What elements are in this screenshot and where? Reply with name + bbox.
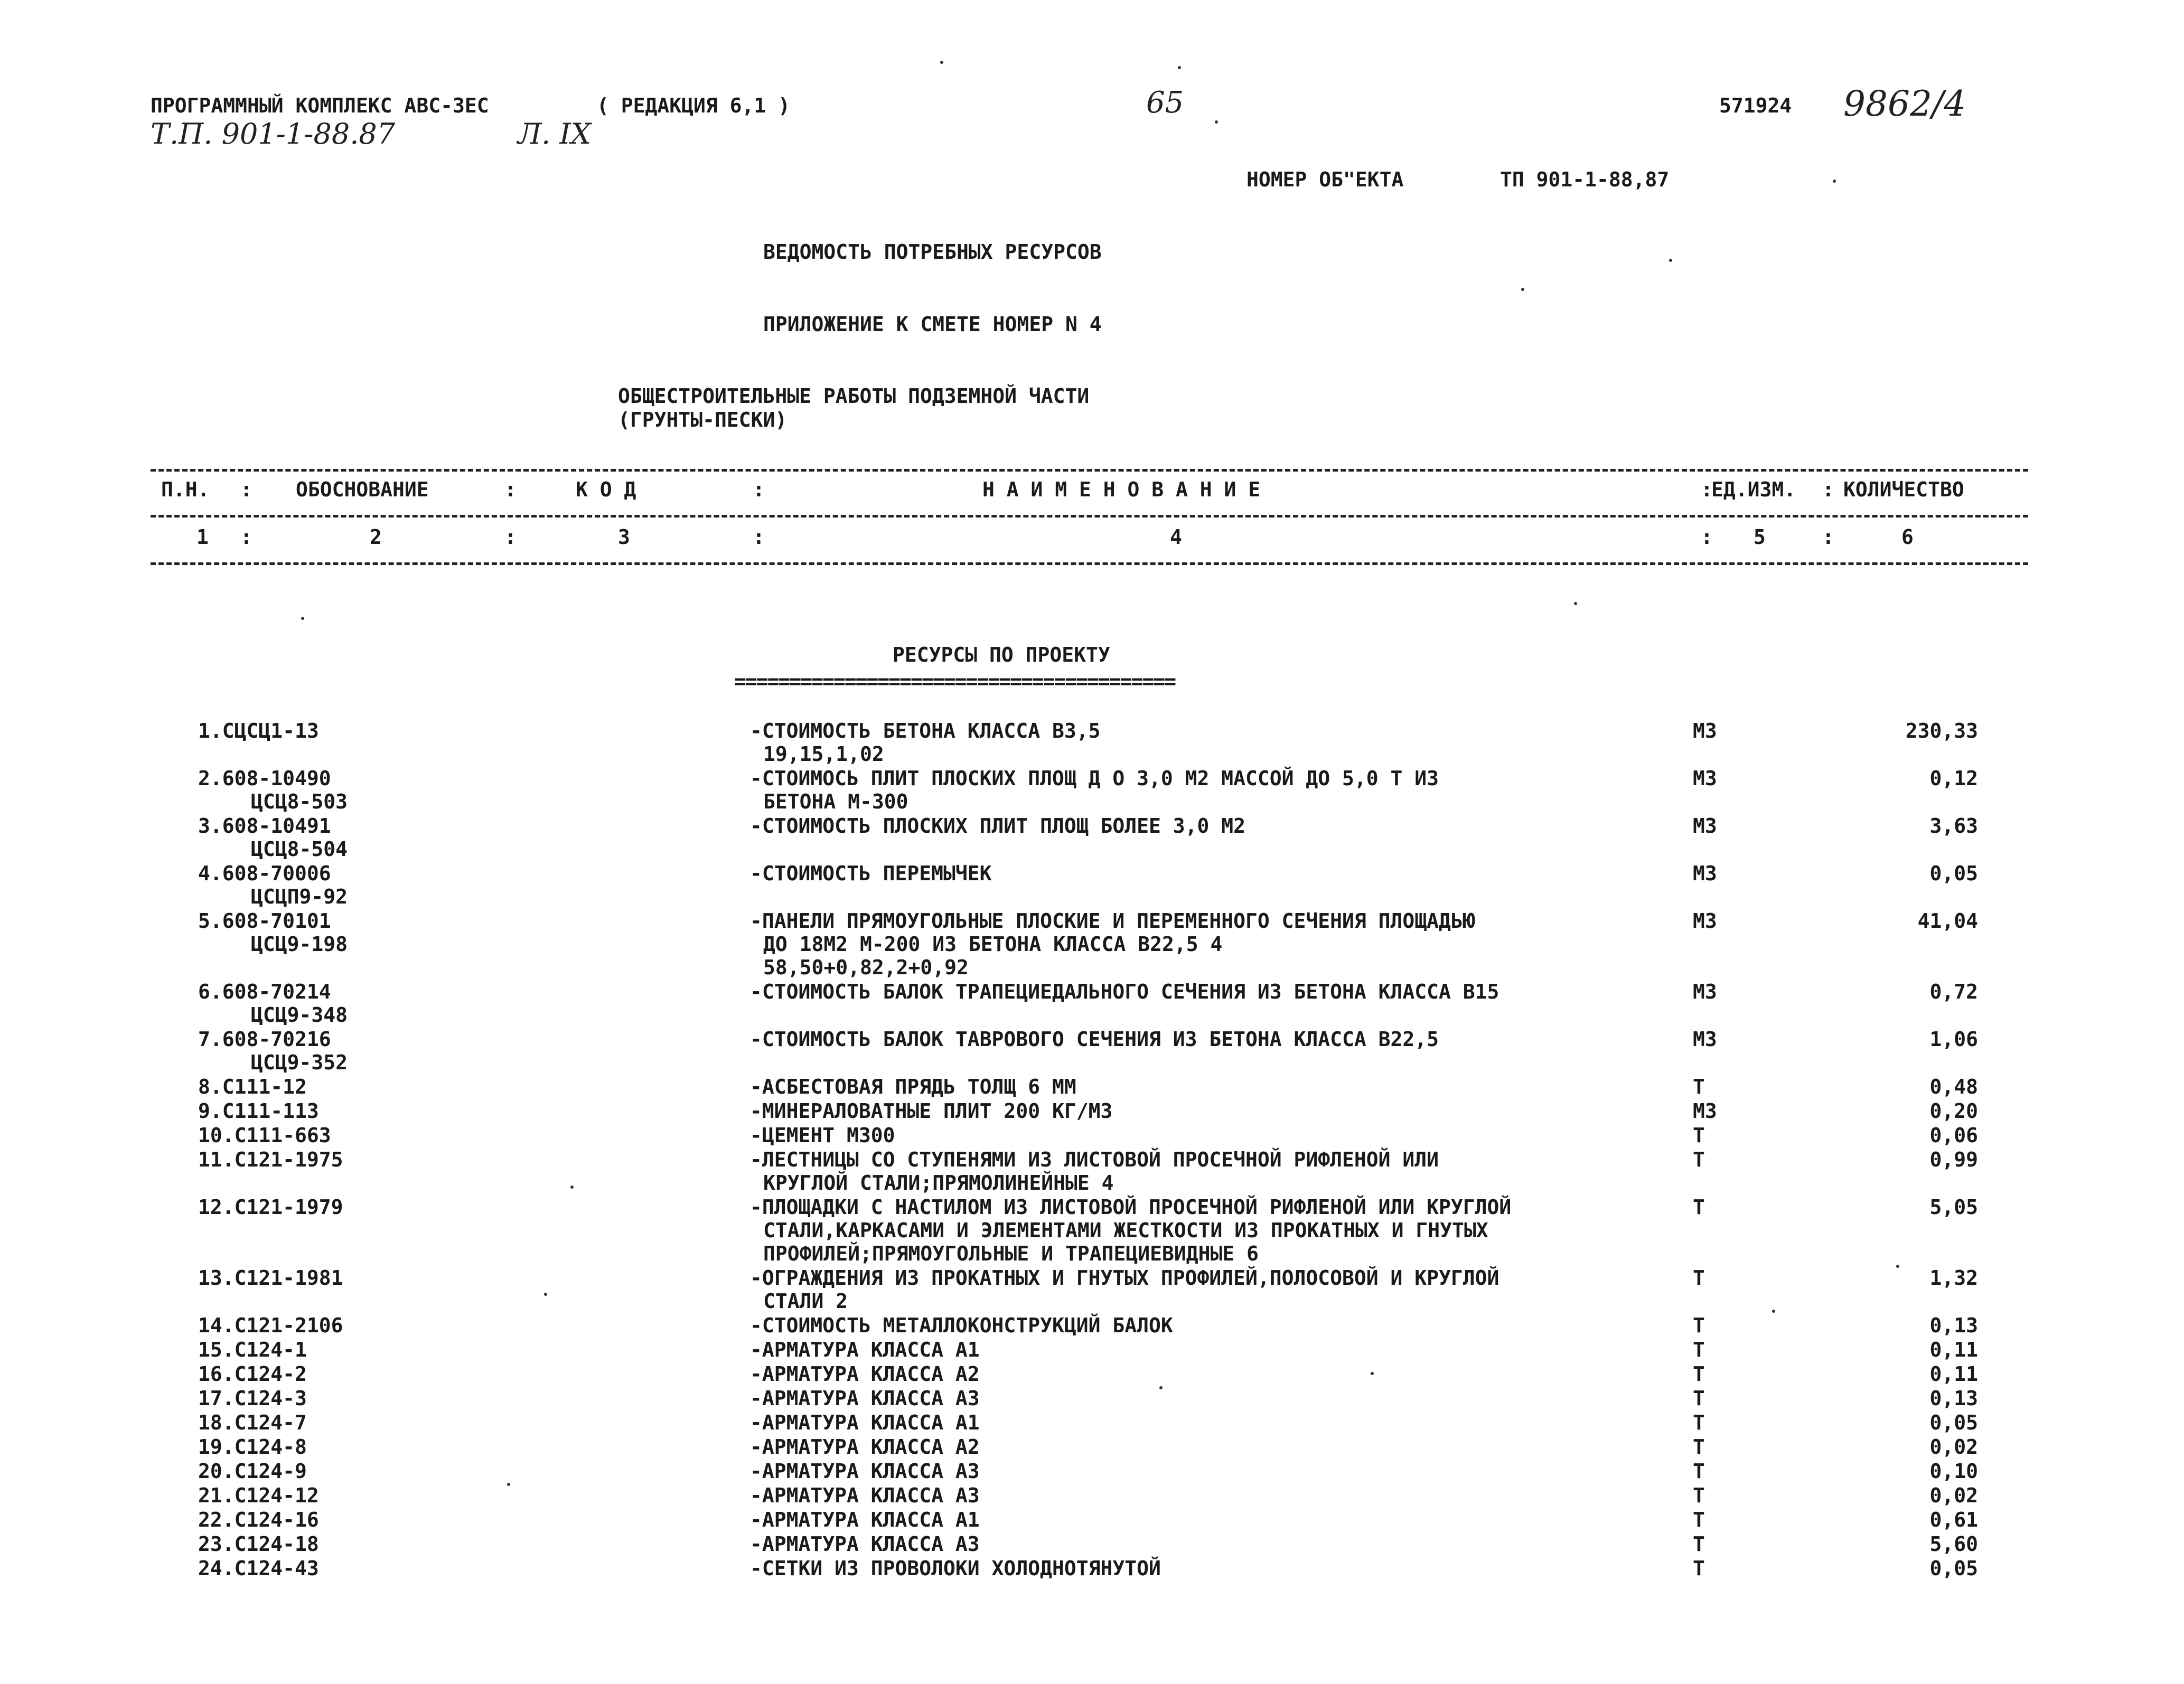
- row-code: [198, 862, 348, 908]
- row-name-line: КРУГЛОЙ СТАЛИ;ПРЯМОЛИНЕЙНЫЕ 4: [763, 1171, 1114, 1194]
- row-name-line: -СТОИМОСЬ ПЛИТ ПЛОСКИХ ПЛОЩ Д О 3,0 М2 МАССОЙ ДО 5,0 Т ИЗ: [750, 767, 1439, 790]
- row-unit: М3: [1693, 909, 1717, 933]
- row-code-main: 18.С124-7: [198, 1411, 307, 1434]
- scan-speck: [1772, 1310, 1775, 1313]
- row-code-main: 16.С124-2: [198, 1362, 307, 1386]
- row-unit: Т: [1693, 1460, 1705, 1483]
- row-code-main: 22.С124-16: [198, 1508, 319, 1531]
- row-name: [750, 1411, 1701, 1434]
- row-name-line: -АСБЕСТОВАЯ ПРЯДЬ ТОЛЩ 6 ММ: [750, 1075, 1076, 1098]
- row-name-line: 58,50+0,82,2+0,92: [763, 956, 969, 979]
- row-code-main: 23.С124-18: [198, 1532, 319, 1556]
- row-quantity: 3,63: [1929, 814, 1978, 838]
- doc-code: 571924: [1719, 94, 1792, 117]
- row-name: [750, 1148, 1701, 1194]
- row-name-line: -АРМАТУРА КЛАССА А1: [750, 1411, 980, 1434]
- row-code: [198, 1484, 319, 1507]
- row-code-sub: ЦСЦ8-504: [251, 838, 348, 861]
- title-appendix: ПРИЛОЖЕНИЕ К СМЕТЕ НОМЕР N 4: [763, 313, 1102, 336]
- row-unit: Т: [1693, 1387, 1705, 1410]
- row-name-line: -АРМАТУРА КЛАССА А2: [750, 1435, 980, 1459]
- title-resources: ВЕДОМОСТЬ ПОТРЕБНЫХ РЕСУРСОВ: [763, 240, 1102, 264]
- row-code: [198, 767, 348, 813]
- handwritten-ref: 9862/4: [1843, 83, 1966, 124]
- row-code: [198, 1266, 343, 1290]
- row-quantity: 0,99: [1929, 1148, 1978, 1171]
- row-unit: Т: [1693, 1411, 1705, 1434]
- row-quantity: 0,20: [1929, 1099, 1978, 1123]
- row-name: [750, 1532, 1701, 1556]
- row-code-main: 15.С124-1: [198, 1338, 307, 1361]
- row-code: [198, 1124, 331, 1147]
- row-name: [750, 1266, 1701, 1313]
- scan-speck: [1159, 1386, 1163, 1389]
- scan-speck: [1833, 180, 1836, 183]
- row-code: [198, 1460, 307, 1483]
- col-separator: :: [504, 525, 517, 549]
- row-quantity: 0,05: [1929, 1411, 1978, 1434]
- row-name: [750, 1314, 1701, 1337]
- row-code-main: 12.С121-1979: [198, 1196, 343, 1219]
- row-code-sub: ЦСЦ9-198: [251, 933, 348, 956]
- row-name: [750, 1460, 1701, 1483]
- row-name-line: -АРМАТУРА КЛАССА А3: [750, 1387, 980, 1410]
- scan-speck: [544, 1293, 547, 1296]
- row-quantity: 41,04: [1917, 909, 1978, 933]
- row-name: [750, 1484, 1701, 1507]
- row-quantity: 0,72: [1929, 980, 1978, 1003]
- edition-label: ( РЕДАКЦИЯ 6,1 ): [597, 94, 791, 117]
- row-code: [198, 980, 348, 1027]
- row-name-line: ДО 18М2 М-200 ИЗ БЕТОНА КЛАССА В22,5 4: [763, 933, 1223, 956]
- row-unit: М3: [1693, 862, 1717, 885]
- row-unit: М3: [1693, 1099, 1717, 1123]
- row-unit: Т: [1693, 1532, 1705, 1556]
- row-quantity: 1,32: [1929, 1266, 1978, 1290]
- row-quantity: 5,05: [1929, 1196, 1978, 1219]
- row-code-main: 7.608-70216: [198, 1028, 331, 1051]
- row-name-line: ПРОФИЛЕЙ;ПРЯМОУГОЛЬНЫЕ И ТРАПЕЦИЕВИДНЫЕ 6: [763, 1242, 1259, 1265]
- col-head-code: К О Д: [576, 478, 636, 501]
- row-code-main: 19.С124-8: [198, 1435, 307, 1459]
- row-quantity: 0,12: [1929, 767, 1978, 790]
- row-name-line: -СТОИМОСТЬ БАЛОК ТАВРОВОГО СЕЧЕНИЯ ИЗ БЕТОНА КЛАССА В22,5: [750, 1028, 1439, 1051]
- row-code-main: 21.С124-12: [198, 1484, 319, 1507]
- title-soil: (ГРУНТЫ-ПЕСКИ): [618, 408, 788, 431]
- row-name: [750, 1196, 1701, 1265]
- row-quantity: 0,13: [1929, 1387, 1978, 1410]
- row-unit: М3: [1693, 767, 1717, 790]
- row-quantity: 0,10: [1929, 1460, 1978, 1483]
- row-name-line: -ОГРАЖДЕНИЯ ИЗ ПРОКАТНЫХ И ГНУТЫХ ПРОФИЛЕЙ,ПОЛОСОВОЙ И КРУГЛОЙ: [750, 1266, 1499, 1290]
- row-code: [198, 1532, 319, 1556]
- table-rule-bottom: [151, 562, 2028, 565]
- row-name-line: -ПАНЕЛИ ПРЯМОУГОЛЬНЫЕ ПЛОСКИЕ И ПЕРЕМЕННОГО СЕЧЕНИЯ ПЛОЩАДЬЮ: [750, 909, 1475, 933]
- col-separator: :: [753, 478, 765, 501]
- row-code-main: 11.С121-1975: [198, 1148, 343, 1171]
- row-name-line: -ЦЕМЕНТ М300: [750, 1124, 895, 1147]
- row-code: [198, 1557, 319, 1580]
- row-code-main: 9.С111-113: [198, 1099, 319, 1123]
- row-unit: М3: [1693, 719, 1717, 742]
- scan-speck: [570, 1186, 574, 1189]
- row-code-sub: ЦСЦП9-92: [251, 885, 348, 908]
- row-code-main: 14.С121-2106: [198, 1314, 343, 1337]
- section-underline: ========================================: [734, 670, 1176, 693]
- col-separator: :: [240, 478, 252, 501]
- row-quantity: 5,60: [1929, 1532, 1978, 1556]
- row-quantity: 0,61: [1929, 1508, 1978, 1531]
- scan-speck: [1178, 66, 1181, 69]
- row-name-line: -АРМАТУРА КЛАССА А3: [750, 1484, 980, 1507]
- row-quantity: 1,06: [1929, 1028, 1978, 1051]
- program-name: ПРОГРАММНЫЙ КОМПЛЕКС АВС-3ЕС: [151, 94, 489, 117]
- col-num-1: 1: [196, 525, 209, 549]
- row-code: [198, 1148, 343, 1171]
- scan-speck: [301, 617, 304, 620]
- scan-speck: [1521, 288, 1524, 291]
- scan-speck: [1371, 1372, 1374, 1375]
- row-unit: Т: [1693, 1338, 1705, 1361]
- row-code: [198, 719, 319, 742]
- row-name-line: -АРМАТУРА КЛАССА А1: [750, 1338, 980, 1361]
- row-code: [198, 1411, 307, 1434]
- row-quantity: 0,06: [1929, 1124, 1978, 1147]
- col-num-3: 3: [618, 525, 630, 549]
- row-quantity: 0,05: [1929, 862, 1978, 885]
- row-code-sub: ЦСЦ9-352: [251, 1051, 348, 1074]
- col-head-name: Н А И М Е Н О В А Н И Е: [982, 478, 1261, 501]
- row-unit: Т: [1693, 1484, 1705, 1507]
- col-head-number: П.Н.: [161, 478, 210, 501]
- row-quantity: 230,33: [1905, 719, 1978, 742]
- row-code-main: 3.608-10491: [198, 814, 331, 838]
- row-name: [750, 1075, 1701, 1098]
- object-label: НОМЕР ОБ"ЕКТА: [1246, 168, 1404, 191]
- row-code: [198, 1362, 307, 1386]
- row-name: [750, 719, 1701, 766]
- row-name: [750, 1124, 1701, 1147]
- row-code-main: 17.С124-3: [198, 1387, 307, 1410]
- row-code-main: 2.608-10490: [198, 767, 331, 790]
- scan-speck: [1215, 120, 1218, 124]
- row-code-main: 4.608-70006: [198, 862, 331, 885]
- row-name-line: -МИНЕРАЛОВАТНЫЕ ПЛИТ 200 КГ/М3: [750, 1099, 1113, 1123]
- table-rule-mid: [151, 515, 2028, 518]
- row-unit: Т: [1693, 1435, 1705, 1459]
- row-code-sub: ЦСЦ8-503: [251, 790, 348, 813]
- row-name-line: -ПЛОЩАДКИ С НАСТИЛОМ ИЗ ЛИСТОВОЙ ПРОСЕЧНОЙ РИФЛЕНОЙ ИЛИ КРУГЛОЙ: [750, 1196, 1512, 1219]
- page-number: 65: [1146, 86, 1184, 120]
- scan-speck: [1574, 602, 1577, 605]
- col-separator: :: [753, 525, 765, 549]
- row-code: [198, 1387, 307, 1410]
- row-code-main: 13.С121-1981: [198, 1266, 343, 1290]
- row-unit: Т: [1693, 1314, 1705, 1337]
- scan-speck: [507, 1483, 510, 1486]
- row-name-line: -АРМАТУРА КЛАССА А3: [750, 1532, 980, 1556]
- row-unit: Т: [1693, 1196, 1705, 1219]
- row-quantity: 0,11: [1929, 1338, 1978, 1361]
- col-num-4: 4: [1170, 525, 1182, 549]
- row-code: [198, 1338, 307, 1361]
- row-name-line: -СЕТКИ ИЗ ПРОВОЛОКИ ХОЛОДНОТЯНУТОЙ: [750, 1557, 1161, 1580]
- row-quantity: 0,11: [1929, 1362, 1978, 1386]
- row-name: [750, 862, 1701, 885]
- row-unit: Т: [1693, 1124, 1705, 1147]
- row-quantity: 0,02: [1929, 1484, 1978, 1507]
- row-quantity: 0,13: [1929, 1314, 1978, 1337]
- col-separator: :: [1822, 525, 1834, 549]
- row-name: [750, 1028, 1701, 1051]
- row-name-line: 19,15,1,02: [763, 742, 884, 766]
- row-name-line: -АРМАТУРА КЛАССА А2: [750, 1362, 980, 1386]
- row-name-line: -СТОИМОСТЬ ПЛОСКИХ ПЛИТ ПЛОЩ БОЛЕЕ 3,0 М2: [750, 814, 1245, 838]
- row-quantity: 0,48: [1929, 1075, 1978, 1098]
- row-name-line: -СТОИМОСТЬ МЕТАЛЛОКОНСТРУКЦИЙ БАЛОК: [750, 1314, 1173, 1337]
- row-unit: Т: [1693, 1362, 1705, 1386]
- col-num-2: 2: [370, 525, 382, 549]
- row-unit: М3: [1693, 1028, 1717, 1051]
- handwritten-sheet: Л. IX: [518, 117, 592, 150]
- row-unit: Т: [1693, 1266, 1705, 1290]
- row-code: [198, 1028, 348, 1074]
- row-code-main: 8.С111-12: [198, 1075, 307, 1098]
- row-name: [750, 980, 1701, 1003]
- col-num-5: 5: [1754, 525, 1766, 549]
- row-code-main: 10.С111-663: [198, 1124, 331, 1147]
- handwritten-project: Т.П. 901-1-88.87: [151, 117, 396, 150]
- row-name-line: -СТОИМОСТЬ ПЕРЕМЫЧЕК: [750, 862, 992, 885]
- col-separator: :: [1701, 478, 1713, 501]
- row-code-sub: ЦСЦ9-348: [251, 1003, 348, 1027]
- row-code-main: 20.С124-9: [198, 1460, 307, 1483]
- col-separator: :: [1701, 525, 1713, 549]
- scan-speck: [1896, 1265, 1899, 1268]
- row-code: [198, 1314, 343, 1337]
- row-name-line: БЕТОНА М-300: [763, 790, 908, 813]
- row-code: [198, 909, 348, 956]
- col-separator: :: [240, 525, 252, 549]
- row-code-main: 24.С124-43: [198, 1557, 319, 1580]
- row-quantity: 0,02: [1929, 1435, 1978, 1459]
- row-code: [198, 1435, 307, 1459]
- row-name: [750, 1435, 1701, 1459]
- row-code-main: 5.608-70101: [198, 909, 331, 933]
- row-name-line: -СТОИМОСТЬ БАЛОК ТРАПЕЦИЕДАЛЬНОГО СЕЧЕНИЯ ИЗ БЕТОНА КЛАССА В15: [750, 980, 1499, 1003]
- col-separator: :: [504, 478, 517, 501]
- row-name: [750, 814, 1701, 838]
- row-code: [198, 1075, 307, 1098]
- col-head-unit: ЕД.ИЗМ.: [1711, 478, 1796, 501]
- row-code: [198, 1508, 319, 1531]
- row-name-line: -АРМАТУРА КЛАССА А1: [750, 1508, 980, 1531]
- row-unit: Т: [1693, 1557, 1705, 1580]
- row-name: [750, 1508, 1701, 1531]
- col-separator: :: [1822, 478, 1834, 501]
- row-name: [750, 1387, 1701, 1410]
- row-name: [750, 1338, 1701, 1361]
- row-unit: Т: [1693, 1075, 1705, 1098]
- row-code: [198, 814, 348, 861]
- scan-speck: [1669, 259, 1672, 262]
- col-head-quantity: КОЛИЧЕСТВО: [1843, 478, 1964, 501]
- row-name: [750, 1557, 1701, 1580]
- row-unit: М3: [1693, 980, 1717, 1003]
- row-code-main: 1.СЦСЦ1-13: [198, 719, 319, 742]
- row-code: [198, 1099, 319, 1123]
- row-name-line: СТАЛИ 2: [763, 1290, 848, 1313]
- row-name-line: -ЛЕСТНИЦЫ СО СТУПЕНЯМИ ИЗ ЛИСТОВОЙ ПРОСЕЧНОЙ РИФЛЕНОЙ ИЛИ: [750, 1148, 1439, 1171]
- row-name: [750, 1362, 1701, 1386]
- row-name-line: -АРМАТУРА КЛАССА А3: [750, 1460, 980, 1483]
- row-code-main: 6.608-70214: [198, 980, 331, 1003]
- row-unit: М3: [1693, 814, 1717, 838]
- row-quantity: 0,05: [1929, 1557, 1978, 1580]
- row-name: [750, 1099, 1701, 1123]
- row-unit: Т: [1693, 1508, 1705, 1531]
- scan-speck: [940, 61, 943, 64]
- table-rule-top: [151, 469, 2028, 472]
- row-name: [750, 909, 1701, 979]
- row-name-line: -СТОИМОСТЬ БЕТОНА КЛАССА В3,5: [750, 719, 1101, 742]
- row-code: [198, 1196, 343, 1219]
- col-num-6: 6: [1901, 525, 1914, 549]
- row-name: [750, 767, 1701, 813]
- row-unit: Т: [1693, 1148, 1705, 1171]
- title-works: ОБЩЕСТРОИТЕЛЬНЫЕ РАБОТЫ ПОДЗЕМНОЙ ЧАСТИ: [618, 384, 1090, 408]
- object-value: ТП 901-1-88,87: [1500, 168, 1670, 191]
- section-title: РЕСУРСЫ ПО ПРОЕКТУ: [893, 643, 1110, 666]
- row-name-line: СТАЛИ,КАРКАСАМИ И ЭЛЕМЕНТАМИ ЖЕСТКОСТИ ИЗ ПРОКАТНЫХ И ГНУТЫХ: [763, 1219, 1488, 1242]
- col-head-basis: ОБОСНОВАНИЕ: [296, 478, 429, 501]
